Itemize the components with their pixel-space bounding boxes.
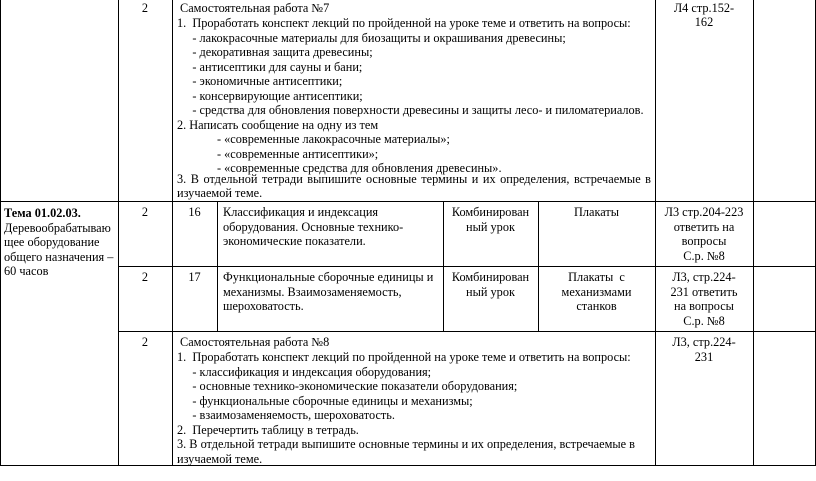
hours-cell: 2 <box>141 205 149 219</box>
task-line: - «современные средства для обновления древесины». <box>177 161 502 175</box>
task-line: 3. В отдельной тетради выпишите основные термины и их определения, встречаемые в <box>177 437 635 451</box>
literature-ref: Л4 стр.152- <box>673 1 735 15</box>
literature-ref: С.р. №8 <box>683 248 725 263</box>
literature-ref: 231 ответить <box>670 284 738 299</box>
topic-line: Деревообрабатываю <box>4 220 111 235</box>
lesson-content: Классификация и индексация <box>223 205 379 219</box>
task-line: - средства для обновления поверхности древесины и защиты лесо- и пиломатериалов. <box>177 103 644 117</box>
teaching-aids: Плакаты с <box>568 270 625 284</box>
task-line: 3. В отдельной тетради выпишите основные термины и их определения, встречаемые в <box>177 171 651 186</box>
literature-ref: ответить на <box>673 219 735 234</box>
grid-line <box>118 266 816 267</box>
topic-title: Тема 01.02.03. <box>4 206 81 220</box>
grid-line <box>0 201 816 202</box>
grid-line <box>172 0 173 466</box>
task-line: - экономичные антисептики; <box>177 74 343 88</box>
task-line: изучаемой теме. <box>177 186 263 200</box>
work-title: Самостоятельная работа №8 <box>180 335 330 349</box>
literature-ref: вопросы <box>681 234 727 248</box>
literature-ref: 162 <box>694 15 714 29</box>
grid-line <box>118 0 119 466</box>
work-title: Самостоятельная работа №7 <box>180 1 330 15</box>
lesson-number: 17 <box>188 270 201 284</box>
literature-ref: Л3, стр.224- <box>672 335 736 349</box>
topic-line: общего назначения – <box>4 249 114 264</box>
lesson-content: оборудования. Основные технико- <box>223 219 404 234</box>
task-line: - «современные антисептики»; <box>177 146 379 161</box>
lesson-type: Комбинирован <box>451 270 530 284</box>
lesson-content: механизмы. Взаимозаменяемость, <box>223 284 402 299</box>
literature-ref: Л3, стр.224- <box>672 270 736 284</box>
task-line: 1. Проработать конспект лекций по пройденной на уроке теме и ответить на вопросы: <box>177 350 631 364</box>
task-line: 2. Перечертить таблицу в тетрадь. <box>177 422 359 437</box>
task-line: - антисептики для сауны и бани; <box>177 59 363 74</box>
teaching-aids: станков <box>576 299 617 313</box>
grid-line <box>0 465 816 466</box>
lesson-content: экономические показатели. <box>223 234 366 248</box>
hours-cell: 2 <box>141 270 149 284</box>
task-line: 2. Написать сообщение на одну из тем <box>177 117 379 132</box>
teaching-aids: Плакаты <box>573 205 620 219</box>
literature-ref: С.р. №8 <box>683 313 725 328</box>
literature-ref: 231 <box>694 349 714 364</box>
task-line: 1. Проработать конспект лекций по пройденной на уроке теме и ответить на вопросы: <box>177 16 631 30</box>
task-line: - лакокрасочные материалы для биозащиты и окрашивания древесины; <box>177 30 566 45</box>
lesson-type: ный урок <box>466 219 515 234</box>
literature-ref: на вопросы <box>674 299 734 313</box>
lesson-type: Комбинирован <box>451 205 530 219</box>
grid-line <box>753 0 754 466</box>
task-line: - «современные лакокрасочные материалы»; <box>177 132 450 146</box>
task-line: - взаимозаменяемость, шероховатость. <box>177 408 395 422</box>
lesson-type: ный урок <box>466 284 515 299</box>
task-line: - функциональные сборочные единицы и механизмы; <box>177 393 473 408</box>
task-line: изучаемой теме. <box>177 451 263 466</box>
task-line: - основные технико-экономические показатели оборудования; <box>177 379 518 393</box>
lesson-content: Функциональные сборочные единицы и <box>223 270 434 284</box>
lesson-content: шероховатость. <box>223 299 304 313</box>
teaching-aids: механизмами <box>561 284 632 299</box>
task-line: - классификация и индексация оборудования; <box>177 364 432 379</box>
task-line: - консервирующие антисептики; <box>177 88 363 103</box>
topic-line: щее оборудование <box>4 235 100 249</box>
hours-cell: 2 <box>141 1 149 15</box>
hours-cell: 2 <box>141 335 149 349</box>
lesson-number: 16 <box>188 205 201 219</box>
topic-line: 60 часов <box>4 264 49 278</box>
grid-line <box>118 331 816 332</box>
grid-line <box>0 0 1 466</box>
literature-ref: Л3 стр.204-223 <box>664 205 744 219</box>
task-line: - декоративная защита древесины; <box>177 45 373 59</box>
